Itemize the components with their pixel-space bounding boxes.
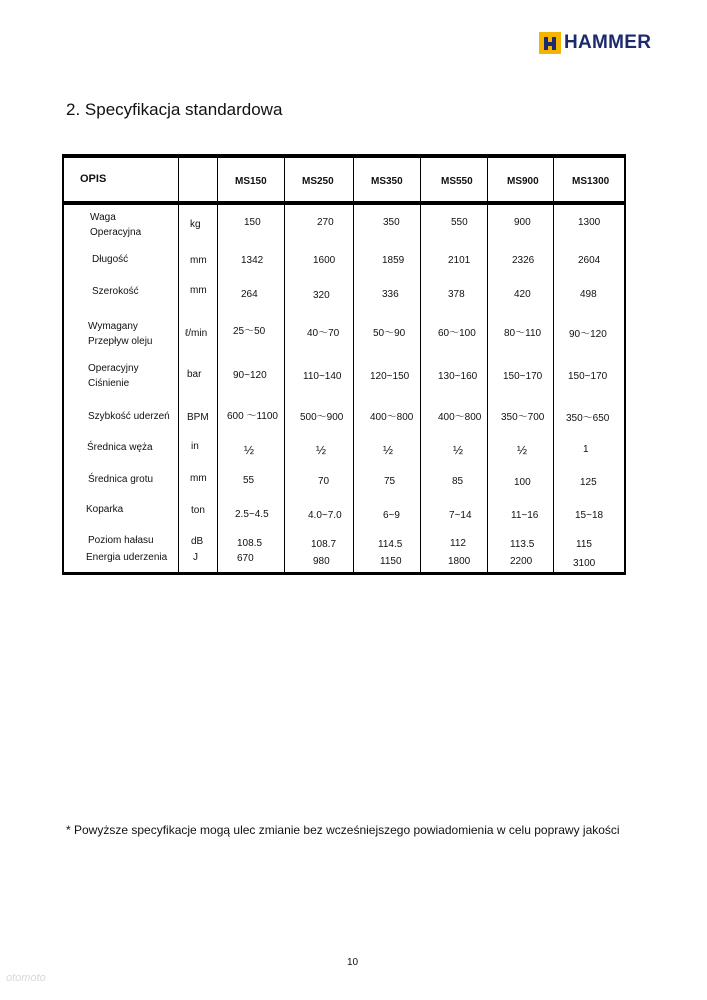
row-label: Przepływ oleju [88,336,153,347]
table-cell: 1600 [313,255,336,266]
header-opis: OPIS [80,173,107,185]
row-label: Poziom hałasu [88,535,154,546]
model-header: MS900 [507,176,539,187]
table-cell: 50～90 [373,328,406,339]
table-cell: 150~170 [503,371,543,382]
column-divider [487,154,488,575]
table-cell: 85 [452,476,464,487]
table-cell: 112 [450,538,466,549]
table-cell: 1800 [448,556,471,567]
column-divider [217,154,218,575]
table-cell: 2.5~4.5 [235,509,269,520]
row-unit: ton [191,505,205,516]
table-cell: 400～800 [370,412,414,423]
table-cell: 55 [243,475,255,486]
table-cell: 80～110 [504,328,542,339]
table-cell: 2604 [578,255,601,266]
row-label: Średnica węża [87,442,153,453]
table-cell: 400～800 [438,412,482,423]
row-unit: dB [191,536,204,547]
table-cell: ½ [383,443,394,457]
row-unit: mm [190,285,207,296]
table-cell: 114.5 [378,539,403,550]
table-cell: 350～700 [501,412,545,423]
hammer-logo-icon [539,32,561,54]
row-label: Długość [92,254,129,265]
table-cell: 150~170 [568,371,608,382]
table-cell: 90~120 [233,370,267,381]
model-header: MS550 [441,176,473,187]
table-border-right [624,154,626,575]
row-label: Koparka [86,504,124,515]
table-cell: 320 [313,290,330,301]
table-cell: 498 [580,289,597,300]
table-cell: 110~140 [303,371,342,382]
table-cell: 70 [318,476,330,487]
hammer-logo [539,31,651,55]
row-unit: mm [190,473,207,484]
row-label: Szybkość uderzeń [88,411,170,422]
table-cell: 1 [583,444,589,455]
row-unit: kg [190,219,201,230]
footnote: * Powyższe specyfikacje mogą ulec zmianie bez wcześniejszego powiadomienia w celu poprawy jakości [66,823,620,837]
table-cell: ½ [517,443,528,457]
row-label: Ciśnienie [88,378,130,389]
model-header: MS1300 [572,176,610,187]
row-label: Operacyjny [88,363,139,374]
table-cell: 270 [317,217,334,228]
table-cell: 900 [514,217,531,228]
table-cell: 4.0~7.0 [308,510,342,521]
page-number: 10 [347,957,359,968]
section-title: 2. Specyfikacja standardowa [66,100,283,119]
table-cell: 420 [514,289,531,300]
row-unit: ℓ/min [185,328,208,339]
table-cell: 150 [244,217,261,228]
column-divider [353,154,354,575]
row-unit: BPM [187,412,209,423]
table-cell: 60～100 [438,328,476,339]
row-label: Energia uderzenia [86,552,168,563]
row-label: Waga [90,212,116,223]
table-cell: 378 [448,289,465,300]
table-cell: ½ [453,443,464,457]
table-cell: 120~150 [370,371,410,382]
table-cell: ½ [244,443,255,457]
table-cell: 130~160 [438,371,478,382]
table-cell: 15~18 [575,510,604,521]
table-cell: 2200 [510,556,533,567]
table-cell: 3100 [573,558,596,569]
row-unit: in [191,441,199,452]
table-cell: 350～650 [566,413,610,424]
table-cell: 2326 [512,255,535,266]
row-label: Wymagany [88,321,138,332]
table-cell: 1300 [578,217,601,228]
row-label: Szerokość [92,286,139,297]
header-separator [62,201,626,205]
row-unit: bar [187,369,202,380]
table-cell: 264 [241,289,258,300]
watermark: otomoto [6,972,46,984]
table-cell: 980 [313,556,330,567]
row-label: Operacyjna [90,227,142,238]
model-header: MS350 [371,176,403,187]
row-label: Średnica grotu [88,474,154,485]
table-cell: 600 ～1100 [227,411,278,422]
table-cell: 6~9 [383,510,400,521]
column-divider [178,154,179,575]
table-cell: 11~16 [511,510,539,521]
table-cell: 108.5 [237,538,263,549]
spec-table [62,154,626,575]
table-cell: 100 [514,477,531,488]
table-cell: 90～120 [569,329,607,340]
model-header: MS250 [302,176,334,187]
table-cell: 7~14 [449,510,472,521]
model-header: MS150 [235,176,267,187]
table-cell: 1342 [241,255,264,266]
table-cell: 336 [382,289,399,300]
table-cell: 25～50 [233,326,266,337]
column-divider [420,154,421,575]
table-cell: 75 [384,476,396,487]
table-cell: 1859 [382,255,405,266]
table-cell: 108.7 [311,539,337,550]
row-unit: J [193,552,198,563]
table-cell: 113.5 [510,539,535,550]
table-border-left [62,154,64,575]
brand-name: HAMMER [564,32,652,53]
table-cell: 350 [383,217,400,228]
table-cell: 550 [451,217,468,228]
table-cell: ½ [316,443,327,457]
table-cell: 115 [576,539,592,550]
column-divider [284,154,285,575]
column-divider [553,154,554,575]
row-unit: mm [190,255,207,266]
table-cell: 670 [237,553,254,564]
table-cell: 1150 [380,556,402,567]
table-cell: 125 [580,477,597,488]
table-cell: 40～70 [307,328,340,339]
table-cell: 2101 [448,255,471,266]
table-cell: 500～900 [300,412,344,423]
